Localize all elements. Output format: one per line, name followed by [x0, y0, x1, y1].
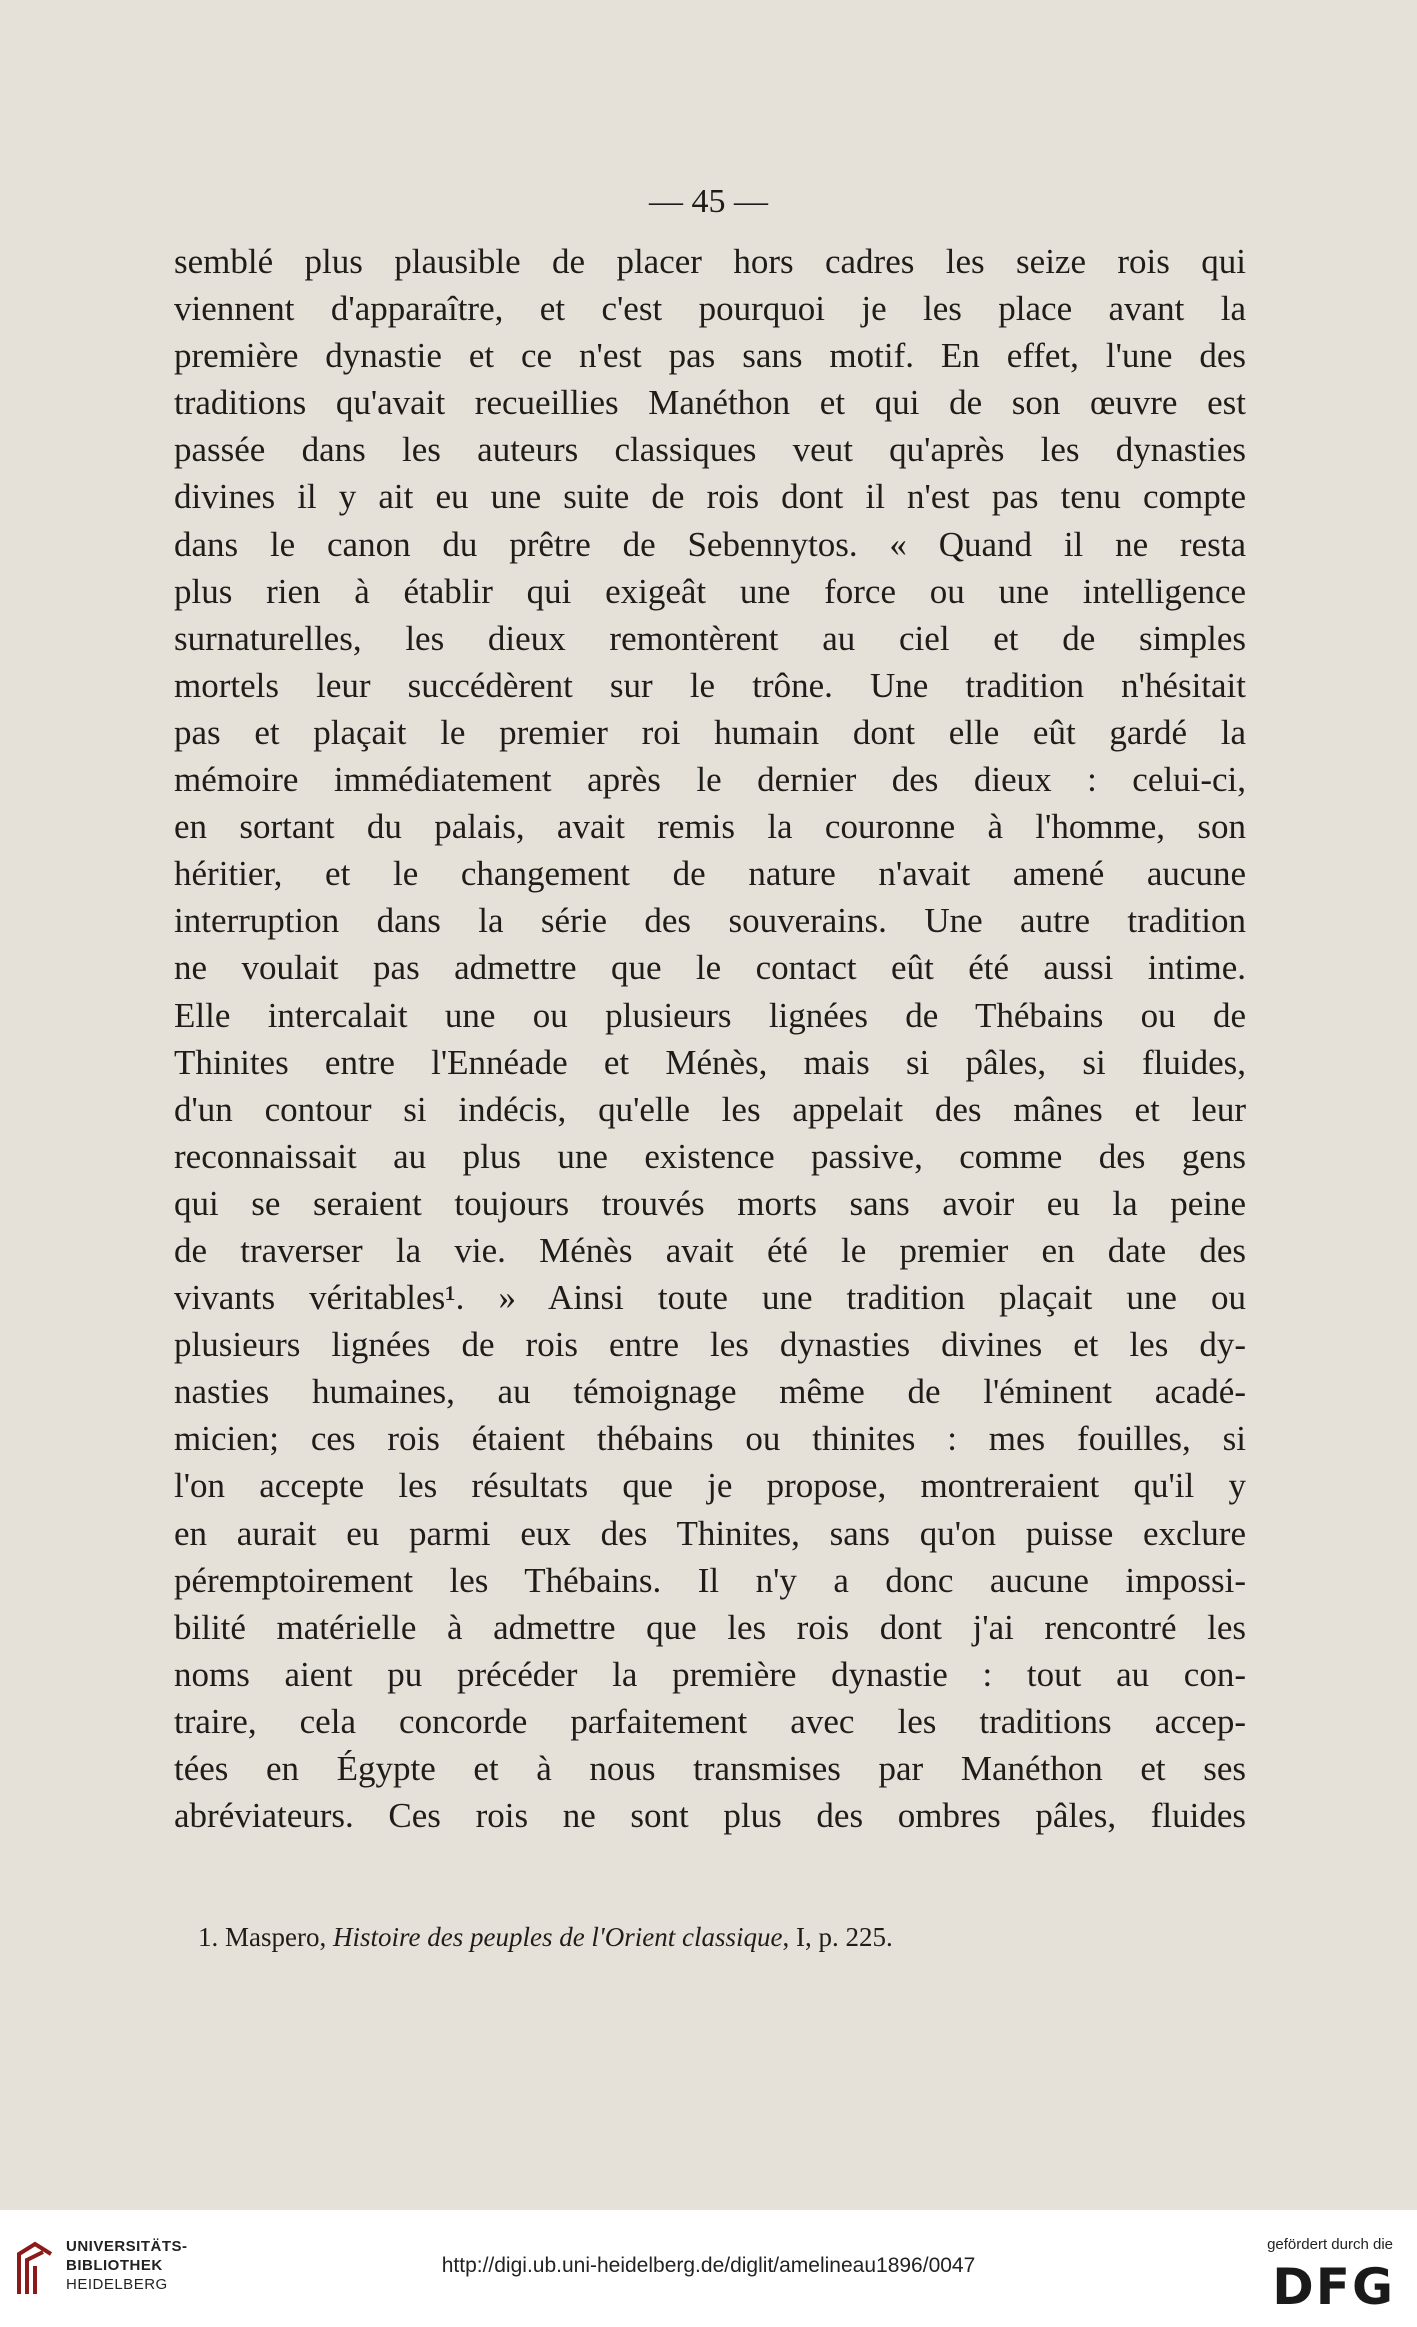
text-line: abréviateurs. Ces rois ne sont plus des ombres pâles, fluides [174, 1796, 1246, 1836]
text-line: Elle intercalait une ou plusieurs lignées de Thébains ou de [174, 995, 1246, 1035]
body-text [174, 238, 1246, 1839]
footnote-marker: 1. Maspero, [198, 1922, 333, 1952]
text-line: mortels leur succédèrent sur le trône. Une tradition n'hésitait [174, 665, 1246, 705]
text-line: péremptoirement les Thébains. Il n'y a donc aucune impossi- [174, 1560, 1246, 1600]
footnote-rest: , I, p. 225. [782, 1922, 893, 1952]
dfg-logo: DFG [1272, 2258, 1395, 2316]
text-line: héritier, et le changement de nature n'avait amené aucune [174, 854, 1246, 894]
text-line: tées en Égypte et à nous transmises par Manéthon et ses [174, 1749, 1246, 1788]
text-line: en sortant du palais, avait remis la couronne à l'homme, son [174, 807, 1246, 847]
text-line: semblé plus plausible de placer hors cadres les seize rois qui [174, 242, 1246, 281]
text-line: dans le canon du prêtre de Sebennytos. « Quand il ne resta [174, 524, 1246, 564]
text-line: divines il y ait eu une suite de rois dont il n'est pas tenu compte [174, 477, 1246, 517]
text-line: d'un contour si indécis, qu'elle les appelait des mânes et leur [174, 1089, 1246, 1129]
text-line: de traverser la vie. Ménès avait été le premier en date des [174, 1230, 1246, 1270]
text-line: vivants véritables¹. » Ainsi toute une tradition plaçait une ou [174, 1278, 1246, 1318]
text-line: première dynastie et ce n'est pas sans motif. En effet, l'une des [174, 336, 1246, 376]
text-line: mémoire immédiatement après le dernier des dieux : celui-ci, [174, 760, 1246, 800]
text-line: micien; ces rois étaient thébains ou thinites : mes fouilles, si [174, 1419, 1246, 1459]
text-line: ne voulait pas admettre que le contact eût été aussi intime. [174, 948, 1246, 988]
text-line: bilité matérielle à admettre que les rois dont j'ai rencontré les [174, 1607, 1246, 1647]
text-line: nasties humaines, au témoignage même de l'éminent acadé- [174, 1372, 1246, 1412]
source-url-link[interactable]: http://digi.ub.uni-heidelberg.de/diglit/amelineau1896/0047 [441, 2254, 976, 2277]
text-line: plus rien à établir qui exigeât une force ou une intelligence [174, 571, 1246, 611]
text-line: l'on accepte les résultats que je propose, montreraient qu'il y [174, 1466, 1246, 1506]
text-line: qui se seraient toujours trouvés morts sans avoir eu la peine [174, 1183, 1246, 1223]
page-number: — 45 — [649, 183, 768, 220]
footnote [198, 1922, 1198, 1953]
footnote-title: Histoire des peuples de l'Orient classique [332, 1922, 783, 1952]
text-line: noms aient pu précéder la première dynastie : tout au con- [174, 1654, 1246, 1694]
text-line: interruption dans la série des souverains. Une autre tradition [174, 901, 1246, 941]
text-line: passée dans les auteurs classiques veut qu'après les dynasties [174, 430, 1246, 470]
text-line: plusieurs lignées de rois entre les dynasties divines et les dy- [174, 1325, 1246, 1365]
text-line: reconnaissait au plus une existence passive, comme des gens [174, 1136, 1246, 1176]
text-line: en aurait eu parmi eux des Thinites, sans qu'on puisse exclure [174, 1513, 1246, 1553]
library-name: UNIVERSITÄTS- BIBLIOTHEK HEIDELBERG [66, 2238, 188, 2293]
funder-caption: gefördert durch die [1267, 2236, 1393, 2253]
text-line: Thinites entre l'Ennéade et Ménès, mais si pâles, si fluides, [174, 1042, 1246, 1082]
text-line: pas et plaçait le premier roi humain dont elle eût gardé la [174, 712, 1246, 752]
text-line: viennent d'apparaître, et c'est pourquoi je les place avant la [174, 289, 1246, 329]
text-line: traire, cela concorde parfaitement avec les traditions accep- [174, 1701, 1246, 1741]
text-line: traditions qu'avait recueillies Manéthon et qui de son œuvre est [174, 383, 1246, 423]
text-line: surnaturelles, les dieux remontèrent au ciel et de simples [174, 618, 1246, 658]
